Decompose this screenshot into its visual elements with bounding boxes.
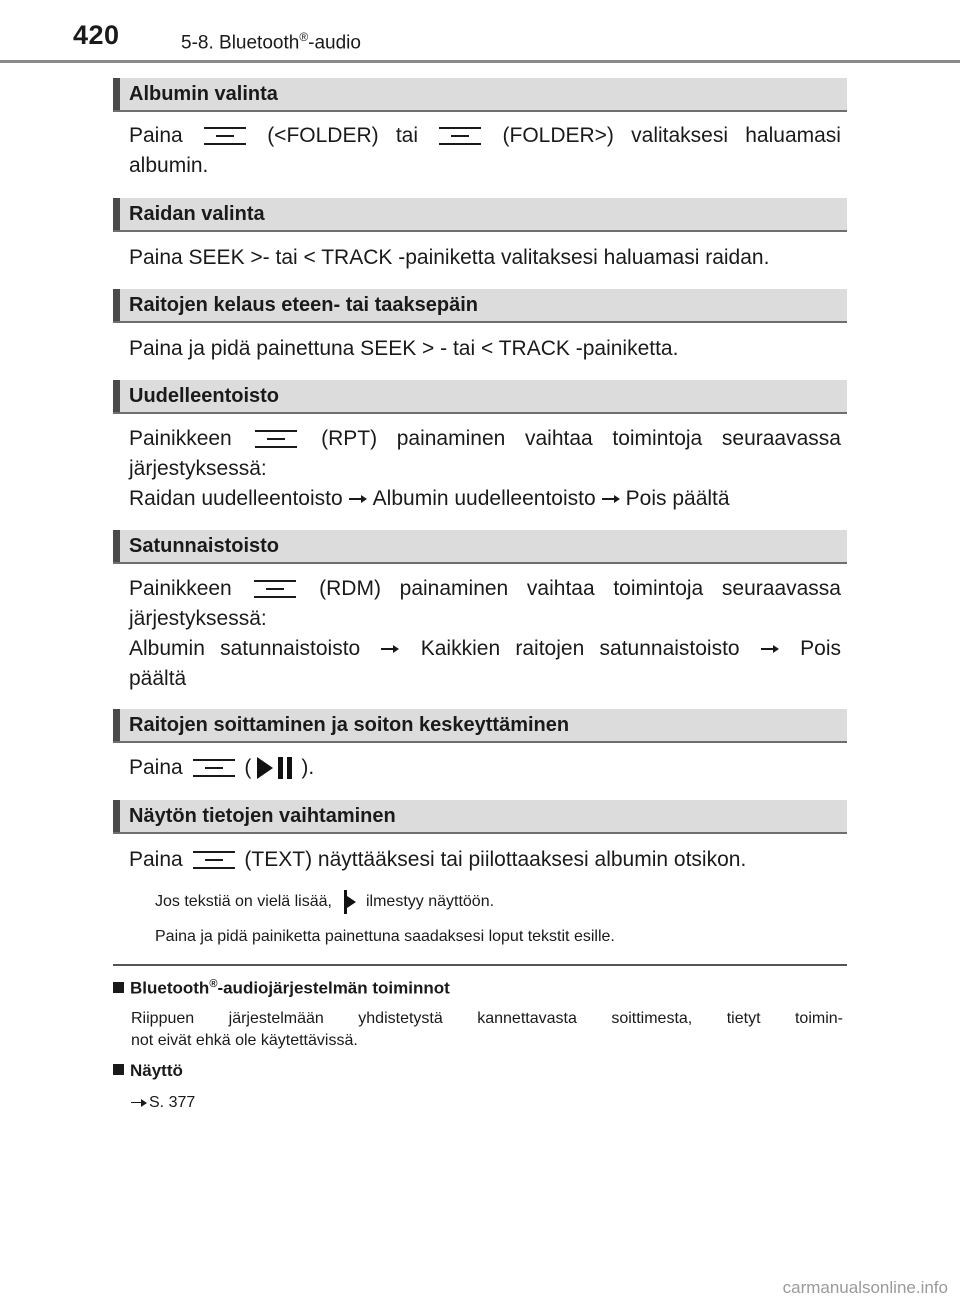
heading-bar-display (113, 800, 847, 834)
album-line-1: Paina (<FOLDER) tai (FOLDER>) valitaksesi haluamasi (129, 124, 841, 147)
section-label: 5-8. Bluetooth (181, 32, 300, 54)
arrow-right-icon (602, 494, 620, 504)
heading-display: Näytön tietojen vaihtaminen (129, 805, 396, 827)
note-screen-ref[interactable] (131, 1092, 843, 1114)
heading-seek: Raitojen kelaus eteen- tai taaksepäin (129, 294, 479, 316)
display-text: Paina (TEXT) näyttääksesi tai piilottaaksesi albumin otsikon. (129, 848, 747, 871)
folder-down-button-icon (204, 127, 246, 145)
square-bullet-icon (113, 1064, 124, 1075)
heading-album: Albumin valinta (129, 83, 278, 105)
random-sequence: Albumin satunnaistoisto Kaikkien raitojen satunnaistoisto Pois (129, 637, 841, 660)
heading-track: Raidan valinta (129, 203, 265, 225)
text-button-icon (193, 851, 235, 869)
heading-bar-track (113, 198, 847, 232)
header-rule (0, 60, 960, 63)
section-suffix: -audio (308, 32, 361, 54)
track-text: Paina SEEK >- tai < TRACK -painiketta valitaksesi haluamasi raidan. (129, 246, 770, 269)
play-pause-icon (257, 756, 295, 780)
play-button-icon (193, 759, 235, 777)
heading-bar-seek (113, 289, 847, 323)
seek-text: Paina ja pidä painettuna SEEK > - tai < TRACK -painiketta. (129, 337, 679, 360)
more-text-icon (340, 890, 358, 914)
heading-bar-random (113, 530, 847, 564)
section-reference (181, 30, 361, 54)
notes-divider (113, 964, 847, 966)
note-bluetooth-line-2: not eivät ehkä ole käytettävissä. (131, 1032, 358, 1049)
display-note-1: Jos tekstiä on vielä lisää, ilmestyy näyttöön. (155, 890, 845, 914)
heading-bar-album (113, 78, 847, 112)
heading-repeat: Uudelleentoisto (129, 385, 280, 407)
repeat-sequence: Raidan uudelleentoisto Albumin uudelleentoisto Pois päältä (129, 487, 730, 510)
arrow-right-icon (131, 1098, 147, 1108)
square-bullet-icon (113, 982, 124, 993)
random-line-4: päältä (129, 667, 187, 690)
arrow-right-icon (349, 494, 367, 504)
heading-bar-play (113, 709, 847, 743)
note-heading-screen: Näyttö (113, 1061, 183, 1081)
rpt-button-icon (255, 430, 297, 448)
random-line-2: järjestyksessä: (129, 607, 267, 630)
note-heading-bluetooth: Bluetooth®-audiojärjestelmän toiminnot (113, 978, 450, 999)
play-text: Paina ( ). (129, 756, 315, 779)
page-header (0, 0, 960, 64)
heading-play: Raitojen soittaminen ja soiton keskeyttäminen (129, 714, 570, 736)
repeat-line-1: Painikkeen (RPT) painaminen vaihtaa toimintoja seuraavassa (129, 427, 841, 450)
arrow-right-icon (761, 644, 779, 654)
watermark: carmanualsonline.info (782, 1278, 948, 1297)
display-note-2: Paina ja pidä painiketta painettuna saadaksesi loput tekstit esille. (155, 928, 615, 945)
folder-up-button-icon (439, 127, 481, 145)
rdm-button-icon (254, 580, 296, 598)
repeat-line-2: järjestyksessä: (129, 457, 267, 480)
page-number: 420 (73, 20, 120, 50)
heading-random: Satunnaistoisto (129, 535, 280, 557)
note-bluetooth-line-1: Riippuen järjestelmään yhdistetystä kannettavasta soittimesta, tietyt toimin- (131, 1010, 843, 1027)
page-reference-link[interactable]: S. 377 (149, 1094, 196, 1111)
random-line-1: Painikkeen (RDM) painaminen vaihtaa toimintoja seuraavassa (129, 577, 841, 600)
registered-mark: ® (299, 30, 309, 44)
arrow-right-icon (381, 644, 399, 654)
album-line-2: albumin. (129, 154, 209, 177)
heading-bar-repeat (113, 380, 847, 414)
